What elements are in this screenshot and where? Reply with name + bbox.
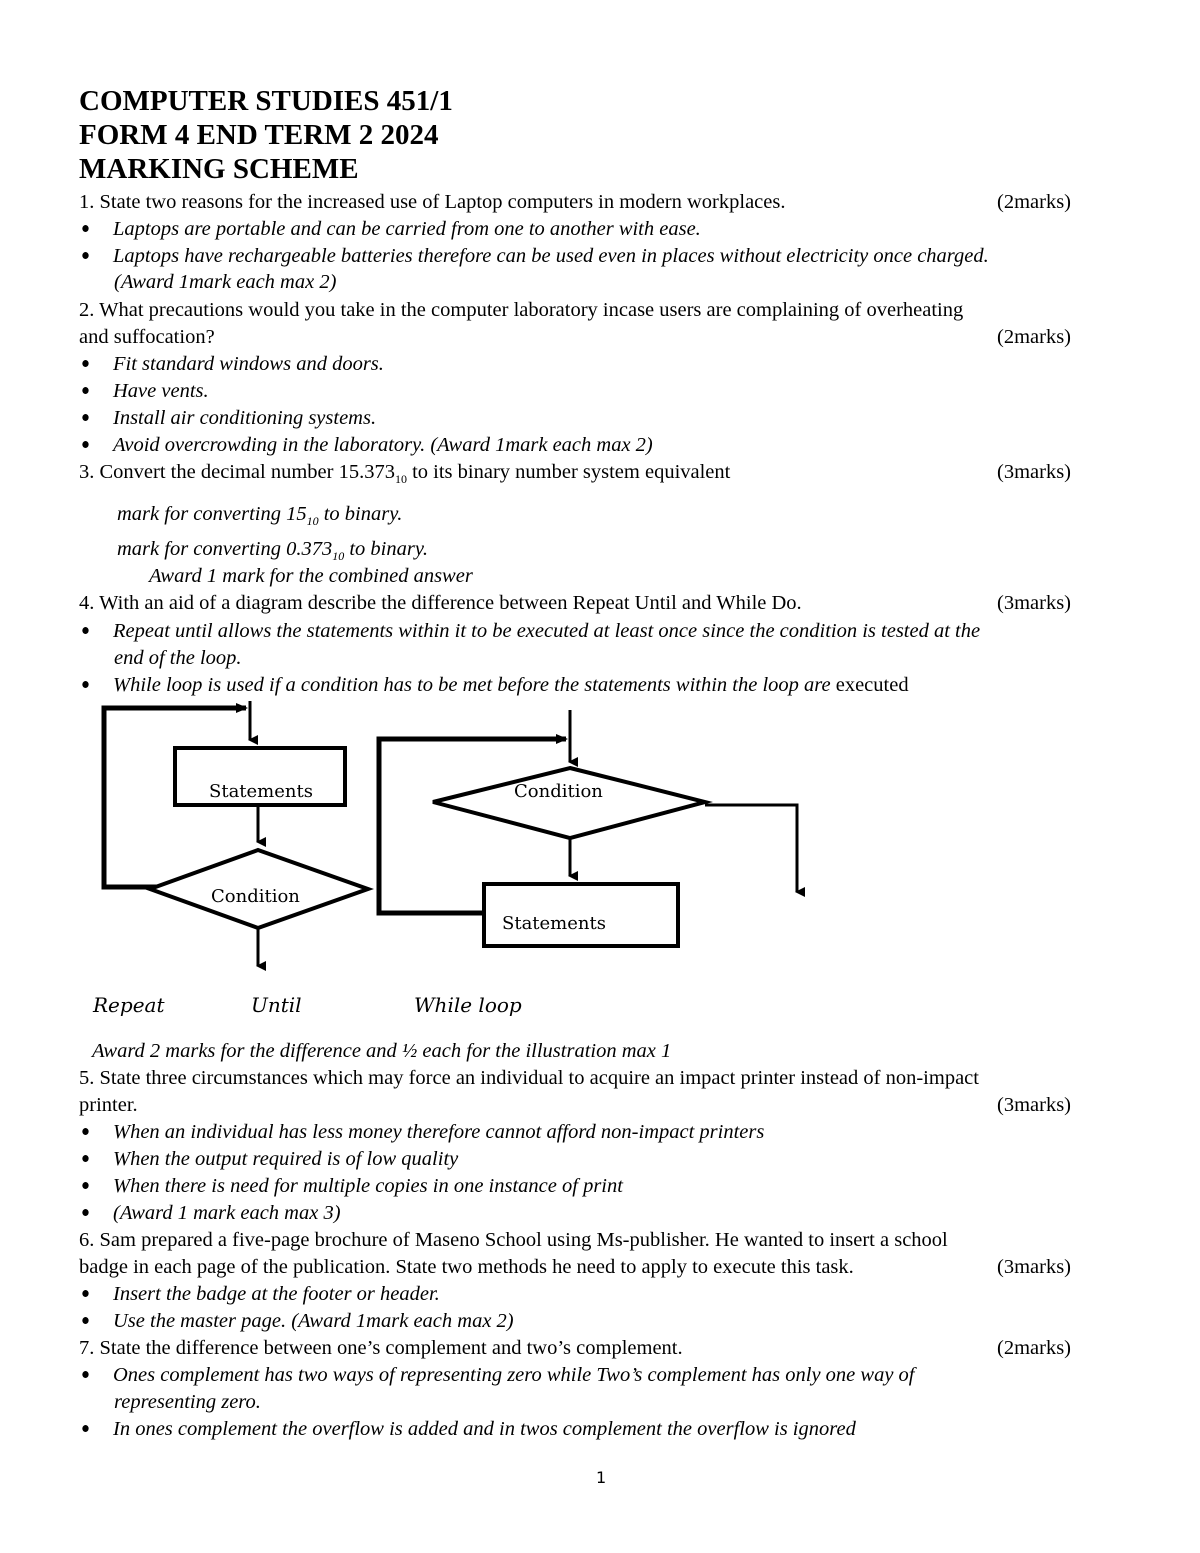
while-statements-label: Statements <box>502 913 606 934</box>
q2-answer-4: Avoid overcrowding in the laboratory. (Award 1mark each max 2) <box>79 432 653 458</box>
q7-answer-2: In ones complement the overflow is added and in twos complement the overflow is ignored <box>79 1416 856 1442</box>
q1-answer-1: Laptops are portable and can be carried from one to another with ease. <box>79 216 701 242</box>
q3-question: 3. Convert the decimal number $15.373_{10}$ to its binary number system equivalent <box>79 461 731 487</box>
bullet-icon <box>81 1127 89 1136</box>
repeat-condition-label: Condition <box>211 886 300 907</box>
q2-question-line-2: and suffocation? <box>79 326 215 348</box>
q2-answer-1: Fit standard windows and doors. <box>79 351 384 377</box>
q6-question-line-1: 6. Sam prepared a five-page brochure of Maseno School using Ms-publisher. He wanted to insert a school <box>79 1229 948 1251</box>
q2-answer-2: Have vents. <box>79 378 209 404</box>
q1-award: (Award 1mark each max 2) <box>114 271 337 293</box>
bullet-icon <box>81 1370 89 1379</box>
document-title-block <box>79 84 453 186</box>
repeat-statements-label: Statements <box>209 781 313 802</box>
while-loop-flowchart <box>379 710 797 946</box>
q5-answer-1: When an individual has less money therefore cannot afford non-impact printers <box>79 1119 764 1145</box>
q6-marks: (3marks) <box>997 1256 1072 1278</box>
page-number: 1 <box>596 1468 607 1487</box>
q6-answer-2: Use the master page. (Award 1mark each max 2) <box>79 1308 514 1334</box>
q4-answer-2: While loop is used if a condition has to be met before the statements within the loop are executed <box>79 672 909 698</box>
repeat-until-flowchart <box>104 701 368 966</box>
bullet-icon <box>81 1316 89 1325</box>
q2-answer-3: Install air conditioning systems. <box>79 405 376 431</box>
q4-award: Award 2 marks for the difference and ½ each for the illustration max 1 <box>92 1040 672 1062</box>
exam-title: FORM 4 END TERM 2 2024 <box>79 119 439 151</box>
q7-answer-1-continued: representing zero. <box>114 1391 261 1413</box>
q5-answer-2: When the output required is of low quality <box>79 1146 458 1172</box>
while-condition-diamond <box>433 768 705 838</box>
bullet-icon <box>81 251 89 260</box>
q6-question-line-2: badge in each page of the publication. State two methods he need to apply to execute this task. <box>79 1256 854 1278</box>
q5-answer-4: (Award 1 mark each max 3) <box>79 1200 341 1226</box>
q4-question: 4. With an aid of a diagram describe the difference between Repeat Until and While Do. <box>79 592 802 614</box>
caption-until: Until <box>251 993 302 1017</box>
q5-marks: (3marks) <box>997 1094 1072 1116</box>
bullet-icon <box>81 1289 89 1298</box>
bullet-icon <box>81 386 89 395</box>
q5-question-line-1: 5. State three circumstances which may force an individual to acquire an impact printer instead of non-impact <box>79 1067 979 1089</box>
q7-marks: (2marks) <box>997 1337 1072 1359</box>
q2-marks: (2marks) <box>997 326 1072 348</box>
q4-answer-1-continued: end of the loop. <box>114 647 242 669</box>
q1-marks: (2marks) <box>997 191 1072 213</box>
while-exit-line <box>705 805 797 892</box>
q3-scheme-line-2: mark for converting $0.373_{10}$ to binary. <box>117 538 428 564</box>
q2-question-line-1: 2. What precautions would you take in the computer laboratory incase users are complaining of overheating <box>79 299 964 321</box>
q1-answer-2: Laptops have rechargeable batteries therefore can be used even in places without electricity once charged. <box>79 243 989 269</box>
caption-repeat: Repeat <box>93 993 165 1017</box>
q3-award: Award 1 mark for the combined answer <box>149 565 473 587</box>
q7-question: 7. State the difference between one’s complement and two’s complement. <box>79 1337 683 1359</box>
marking-scheme-title: MARKING SCHEME <box>79 153 359 185</box>
q4-marks: (3marks) <box>997 592 1072 614</box>
bullet-icon <box>81 413 89 422</box>
bullet-icon <box>81 1154 89 1163</box>
q3-marks: (3marks) <box>997 461 1072 483</box>
bullet-icon <box>81 626 89 635</box>
q1-question: 1. State two reasons for the increased use of Laptop computers in modern workplaces. <box>79 191 786 213</box>
q5-answer-3: When there is need for multiple copies in one instance of print <box>79 1173 623 1199</box>
q4-answer-1: Repeat until allows the statements within it to be executed at least once since the condition is tested at the <box>79 618 980 644</box>
q6-answer-1: Insert the badge at the footer or header. <box>79 1281 440 1307</box>
q7-answer-1: Ones complement has two ways of representing zero while Two’s complement has only one way of <box>79 1362 915 1388</box>
bullet-icon <box>81 1208 89 1217</box>
bullet-icon <box>81 224 89 233</box>
loop-flowchart-diagram <box>0 690 1200 1030</box>
bullet-icon <box>81 1181 89 1190</box>
caption-while-loop: While loop <box>414 993 522 1017</box>
q5-question-line-2: printer. <box>79 1094 138 1116</box>
bullet-icon <box>81 680 89 689</box>
subject-title: COMPUTER STUDIES 451/1 <box>79 85 453 117</box>
q3-scheme-line-1: mark for converting $15_{10}$ to binary. <box>117 503 403 529</box>
bullet-icon <box>81 1424 89 1433</box>
while-condition-label: Condition <box>514 781 603 802</box>
bullet-icon <box>81 440 89 449</box>
bullet-icon <box>81 359 89 368</box>
